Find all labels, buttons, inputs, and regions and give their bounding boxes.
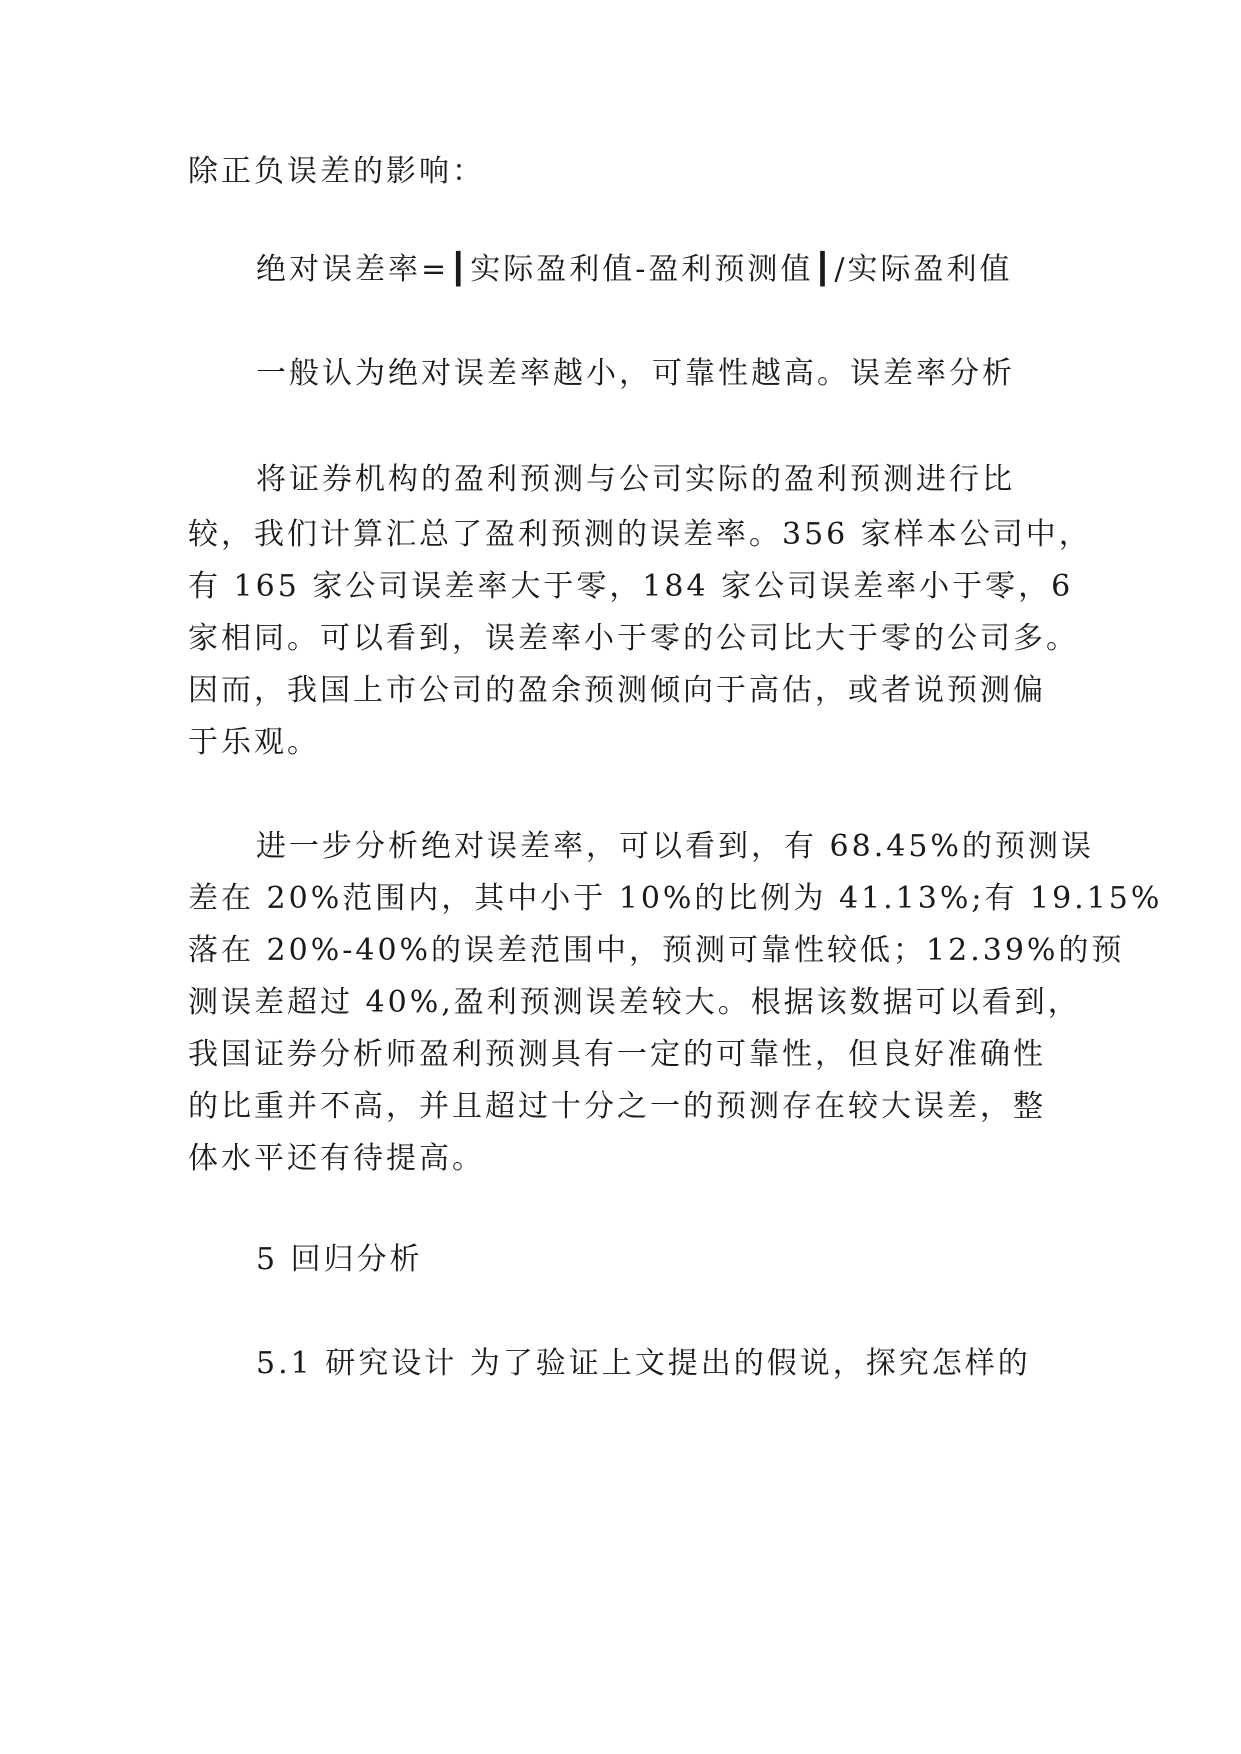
paragraph-line: 家相同。可以看到，误差率小于零的公司比大于零的公司多。 [188, 621, 1079, 656]
subsection-heading: 5.1 研究设计 为了验证上文提出的假说，探究怎样的 [256, 1346, 1031, 1381]
paragraph-line: 较，我们计算汇总了盈利预测的误差率。356 家样本公司中， [188, 517, 1092, 552]
paragraph-line: 差在 20%范围内，其中小于 10%的比例为 41.13%;有 19.15% [188, 881, 1163, 916]
paragraph-line: 因而，我国上市公司的盈余预测倾向于高估，或者说预测偏 [188, 673, 1046, 708]
paragraph-line: 于乐观。 [188, 725, 320, 760]
text-line: 除正负误差的影响： [188, 154, 485, 189]
paragraph-line: 的比重并不高，并且超过十分之一的预测存在较大误差，整 [188, 1089, 1046, 1124]
paragraph-line: 进一步分析绝对误差率，可以看到，有 68.45%的预测误 [256, 829, 1094, 864]
paragraph-line: 我国证券分析师盈利预测具有一定的可靠性，但良好准确性 [188, 1037, 1046, 1072]
paragraph-line: 有 165 家公司误差率大于零，184 家公司误差率小于零，6 [188, 569, 1074, 604]
formula-line: 绝对误差率=┃实际盈利值-盈利预测值┃/实际盈利值 [256, 252, 1013, 287]
paragraph-line: 测误差超过 40%,盈利预测误差较大。根据该数据可以看到， [188, 985, 1081, 1020]
paragraph-line: 将证券机构的盈利预测与公司实际的盈利预测进行比 [256, 462, 1015, 497]
paragraph-line: 落在 20%-40%的误差范围中，预测可靠性较低；12.39%的预 [188, 933, 1125, 968]
text-line: 一般认为绝对误差率越小，可靠性越高。误差率分析 [256, 356, 1015, 391]
paragraph-line: 体水平还有待提高。 [188, 1141, 485, 1176]
section-heading: 5 回归分析 [256, 1242, 423, 1277]
